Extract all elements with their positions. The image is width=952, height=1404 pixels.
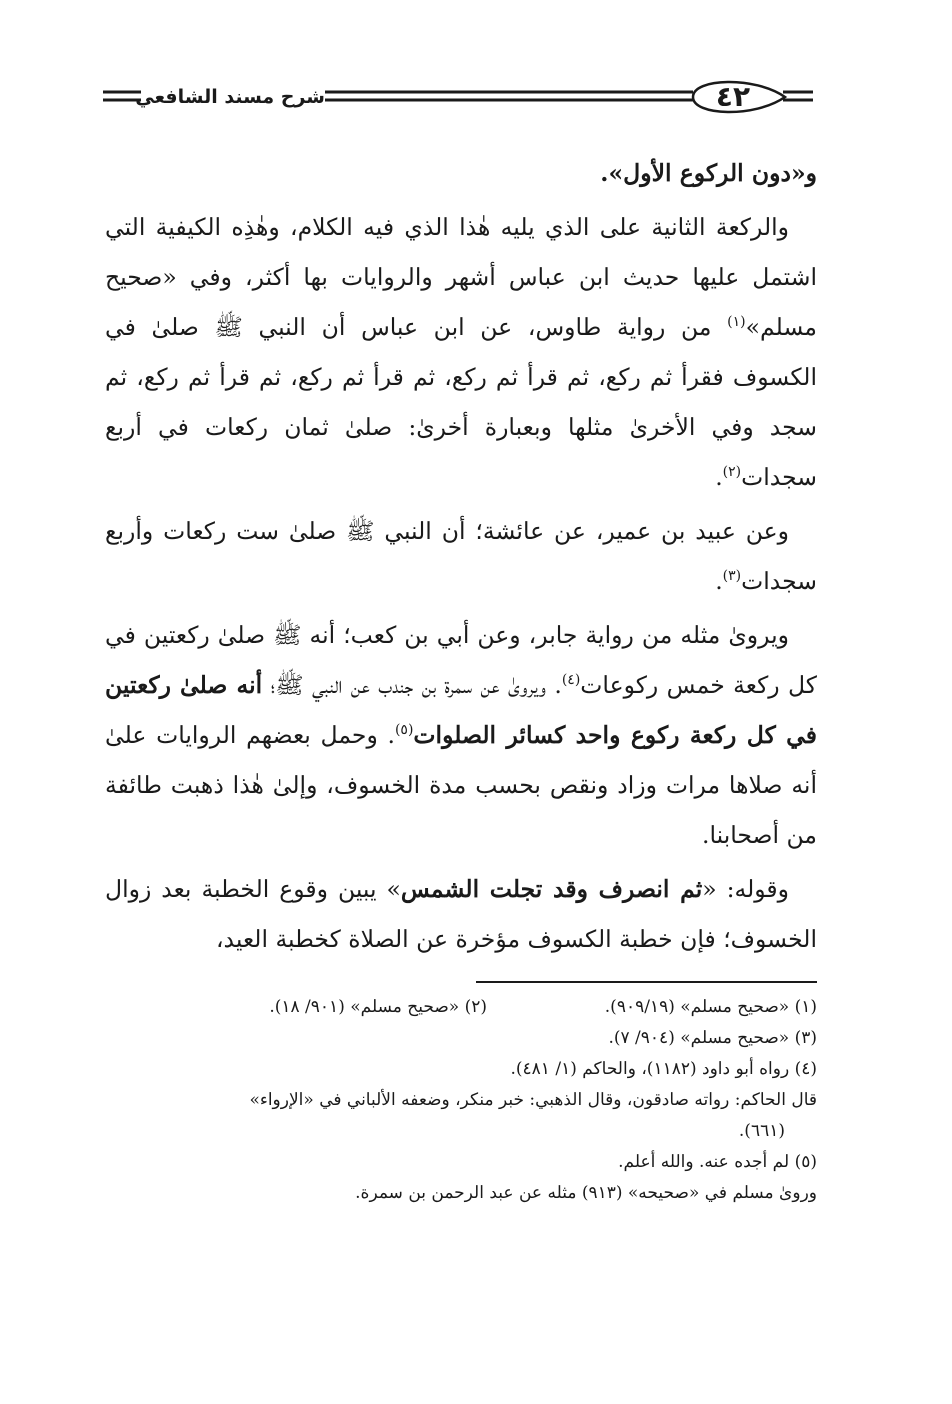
footnote-row-1-2 [105, 992, 817, 1023]
footnote-4-note-continued: (٦٦١). [738, 1121, 785, 1141]
paragraph-2-text-a: والركعة الثانية على الذي يليه هٰذا الذي فيه الكلام، وهٰذِه الكيفية التي اشتمل عليها حديث ابن عباس أشهر والروايات بها أكثر، وفي «صحيح مسلم» [105, 213, 817, 341]
paragraph-4-text-c: . وحمل بعضهم الروايات علىٰ أنه صلاها مرات وزاد ونقص بحسب مدة الخسوف، وإلىٰ هٰذا ذهبت طائفة من أصحابنا. [105, 721, 817, 849]
paragraph-2-text-c: . [715, 463, 723, 491]
footnote-5: (٥) لم أجده عنه. والله أعلم. [618, 1152, 817, 1172]
footnote-2: (٢) «صحيح مسلم» (٩٠١/ ١٨). [269, 997, 487, 1017]
footnote-divider [476, 981, 817, 983]
paragraph-1: و«دون الركوع الأول». [600, 159, 817, 187]
footnote-4: (٤) رواه أبو داود (١١٨٢)، والحاكم (١/ ٤٨١). [510, 1059, 817, 1079]
footnote-ref-5[interactable]: (٥) [394, 722, 414, 739]
footnote-ref-1[interactable]: (١) [727, 314, 746, 331]
footnote-ref-4[interactable]: (٤) [561, 672, 581, 689]
paragraph-4-bold-quote: أنه صلىٰ ركعتين في كل ركعة ركوع واحد كسائر الصلوات [105, 671, 817, 749]
page-number: ٤٢ [715, 80, 751, 113]
footnote-4-note: قال الحاكم: رواته صادقون، وقال الذهبي: خبر منكر، وضعفه الألباني في «الإرواء» [249, 1090, 817, 1110]
footnote-5-note: ورویٰ مسلم في «صحيحه» (٩١٣) مثله عن عبد الرحمن بن سمرة. [355, 1183, 817, 1203]
paragraph-4-text-b: . ويروىٰ عن سمرة بن جندب عن النبي ﷺ؛ [262, 671, 562, 699]
book-title: شرح مسند الشافعي [145, 82, 325, 112]
footnote-1: (١) «صحيح مسلم» (٩٠٩/١٩). [604, 997, 817, 1017]
paragraph-2 [105, 202, 817, 502]
paragraph-3 [105, 506, 817, 606]
paragraph-5-text-b: » يبين وقوع الخطبة بعد زوال الخسوف؛ فإن خطبة الكسوف مؤخرة عن الصلاة كخطبة العيد، [105, 875, 817, 953]
paragraph-2-text-b: من رواية طاوس، عن ابن عباس أن النبي ﷺ صلىٰ في الكسوف فقرأ ثم ركع، ثم قرأ ثم ركع، ثم قرأ ثم ركع، ثم قرأ ثم ركع، ثم سجد وفي الأخرىٰ مثلها وبعبارة أخرىٰ: صلىٰ ثمان ركعات في أربع سجدات [105, 313, 817, 491]
page-header [95, 70, 813, 126]
paragraph-3-text-b: . [715, 567, 723, 595]
paragraph-5 [105, 864, 817, 964]
main-text [105, 148, 817, 964]
paragraph-5-bold-quote: ثم انصرف وقد تجلت الشمس [400, 875, 703, 903]
footnote-ref-2[interactable]: (٢) [722, 464, 742, 481]
footnotes [105, 992, 817, 1209]
paragraph-5-text-a: وقوله: « [702, 875, 789, 903]
footnote-3: (٣) «صحيح مسلم» (٩٠٤/ ٧). [608, 1028, 817, 1048]
footnote-ref-3[interactable]: (٣) [722, 568, 742, 585]
paragraph-4-text-a: ويروىٰ مثله من رواية جابر، وعن أبي بن كعب؛ أنه ﷺ صلىٰ ركعتين في كل ركعة خمس ركوعات [105, 621, 817, 699]
paragraph-4 [105, 610, 817, 860]
paragraph-3-text-a: وعن عبيد بن عمير، عن عائشة؛ أن النبي ﷺ صلىٰ ست ركعات وأربع سجدات [105, 517, 817, 595]
